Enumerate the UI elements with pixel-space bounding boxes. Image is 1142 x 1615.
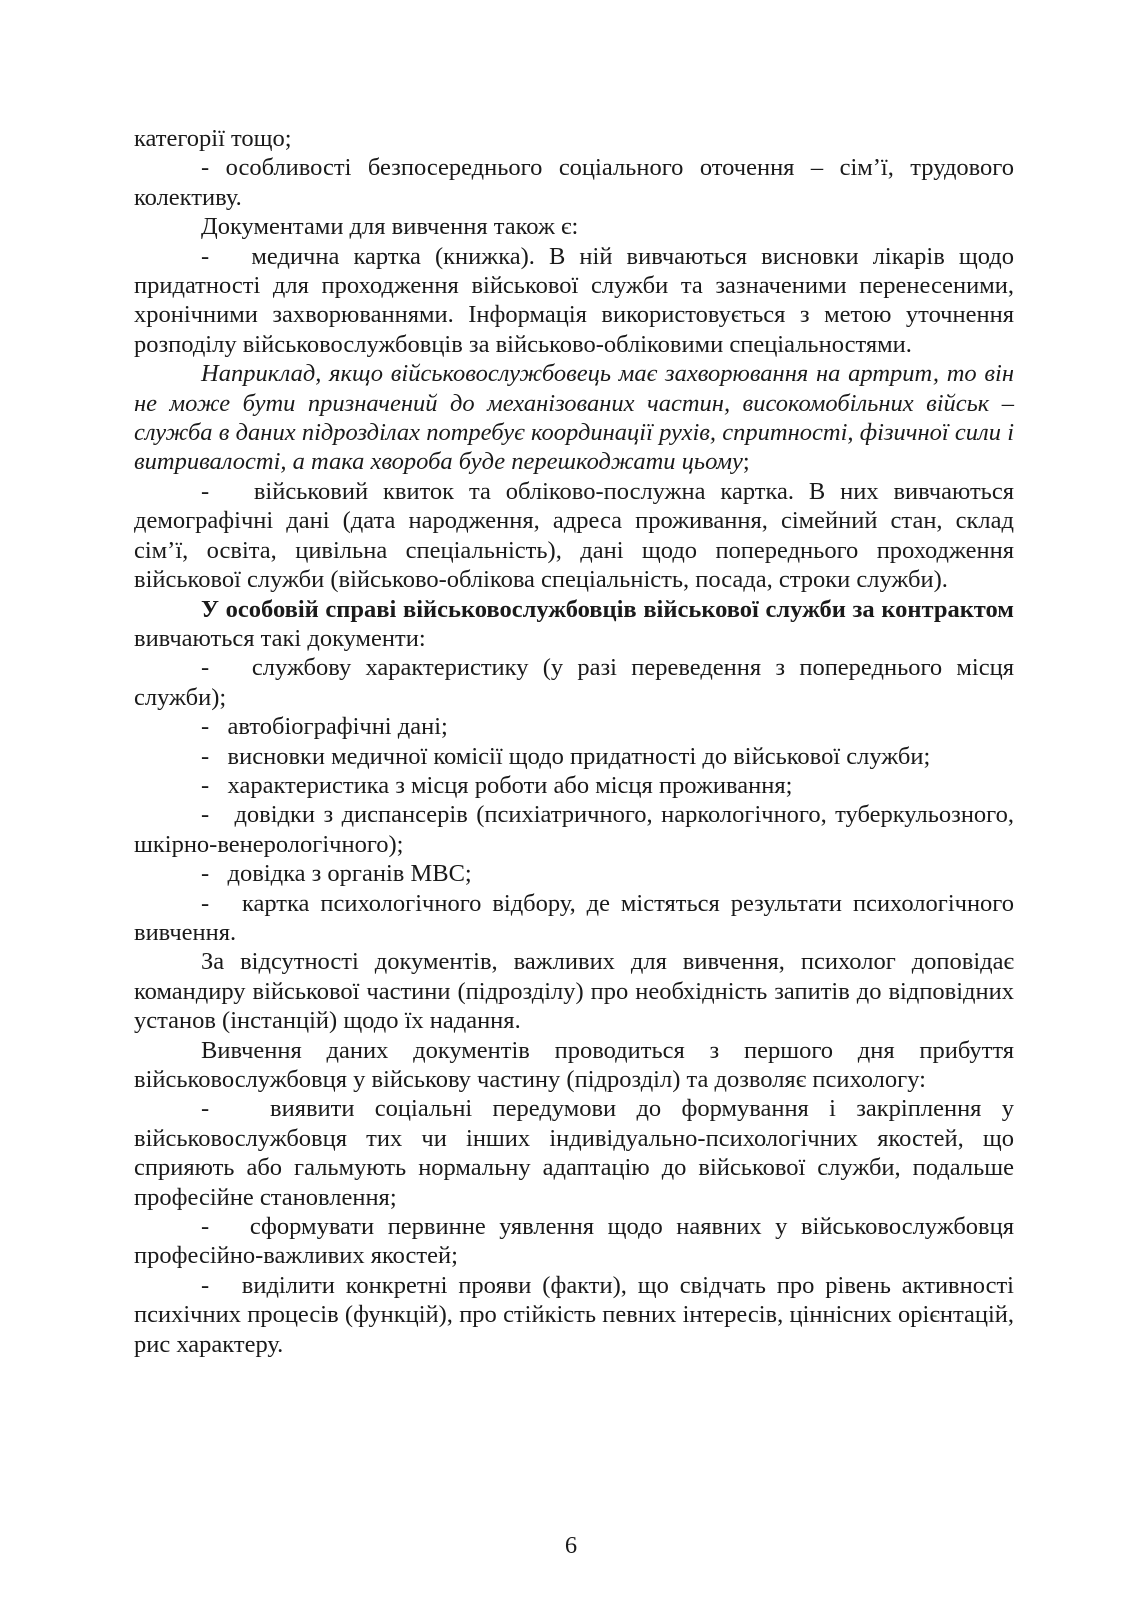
- paragraph: [134, 742, 1014, 771]
- paragraph: [134, 153, 1014, 212]
- text-segment: - службову характеристику (у разі переведення з попереднього місця служби);: [134, 654, 1014, 711]
- paragraph: [134, 1212, 1014, 1271]
- paragraph: [134, 712, 1014, 741]
- paragraph: [134, 653, 1014, 712]
- paragraph: [134, 859, 1014, 888]
- paragraph: [134, 771, 1014, 800]
- text-segment: - військовий квиток та обліково-послужна картка. В них вивчаються демографічні дані (дата народження, адреса проживання, сімейний стан, склад сім’ї, освіта, цивільна спеціальність), дані щодо попереднього проходження військової служби (військово-облікова спеціальність, посада, строки служби).: [134, 477, 1014, 594]
- paragraph: [134, 947, 1014, 1035]
- text-segment: - автобіографічні дані;: [201, 713, 448, 741]
- paragraph: [134, 359, 1014, 477]
- text-segment: За відсутності документів, важливих для вивчення, психолог доповідає командиру військової частини (підрозділу) про необхідність запитів до відповідних установ (інстанцій) щодо їх надання.: [134, 948, 1014, 1035]
- text-segment: - виявити соціальні передумови до формування і закріплення у військовослужбовця тих чи інших індивідуально-психологічних якостей, що сприяють або гальмують нормальну адаптацію до військової служби, подальше професійне становлення;: [134, 1095, 1014, 1211]
- text-segment: Вивчення даних документів проводиться з першого дня прибуття військовослужбовця у військову частину (підрозділ) та дозволяє психологу:: [134, 1036, 1014, 1093]
- paragraph: [134, 124, 1014, 153]
- text-segment: - характеристика з місця роботи або місця проживання;: [201, 771, 793, 799]
- document-body: [134, 124, 1014, 1359]
- paragraph: [134, 889, 1014, 948]
- text-segment: - картка психологічного відбору, де містяться результати психологічного вивчення.: [134, 889, 1014, 946]
- text-segment: ;: [742, 448, 750, 476]
- paragraph: [134, 1094, 1014, 1212]
- paragraph: [134, 242, 1014, 360]
- paragraph: [134, 1036, 1014, 1095]
- text-segment: - висновки медичної комісії щодо придатності до військової служби;: [201, 742, 931, 770]
- text-segment: - медична картка (книжка). В ній вивчаються висновки лікарів щодо придатності для проходження військової служби та зазначеними перенесеними, хронічними захворюваннями. Інформація використовується з метою уточнення розподілу військовослужбовців за військово-обліковими спеціальностями.: [134, 242, 1014, 358]
- italic-text: Наприклад, якщо військовослужбовець має захворювання на артрит, то він не може бути призначений до механізованих частин, високомобільних військ – служба в даних підрозділах потребує координації рухів, спритності, фізичної сили і витривалості, а така хвороба буде перешкоджати цьому: [134, 360, 1014, 476]
- page-number: 6: [564, 1532, 578, 1559]
- paragraph: [134, 212, 1014, 241]
- text-segment: категорії тощо;: [134, 125, 292, 152]
- paragraph: [134, 595, 1014, 654]
- paragraph: [134, 800, 1014, 859]
- text-segment: - довідки з диспансерів (психіатричного, наркологічного, туберкульозного, шкірно-венерологічного);: [134, 801, 1014, 858]
- text-segment: вивчаються такі документи:: [134, 624, 426, 652]
- text-segment: - сформувати первинне уявлення щодо наявних у військовослужбовця професійно-важливих якостей;: [134, 1213, 1014, 1270]
- text-segment: - особливості безпосереднього соціального оточення – сім’ї, трудового колективу.: [134, 154, 1014, 211]
- text-segment: - довідка з органів МВС;: [201, 860, 472, 888]
- bold-text: У особовій справі військовослужбовців військової служби за контрактом: [201, 595, 1014, 623]
- text-segment: - виділити конкретні прояви (факти), що свідчать про рівень активності психічних процесів (функцій), про стійкість певних інтересів, ціннісних орієнтацій, рис характеру.: [134, 1271, 1014, 1358]
- text-segment: Документами для вивчення також є:: [201, 213, 579, 241]
- paragraph: [134, 1271, 1014, 1359]
- paragraph: [134, 477, 1014, 595]
